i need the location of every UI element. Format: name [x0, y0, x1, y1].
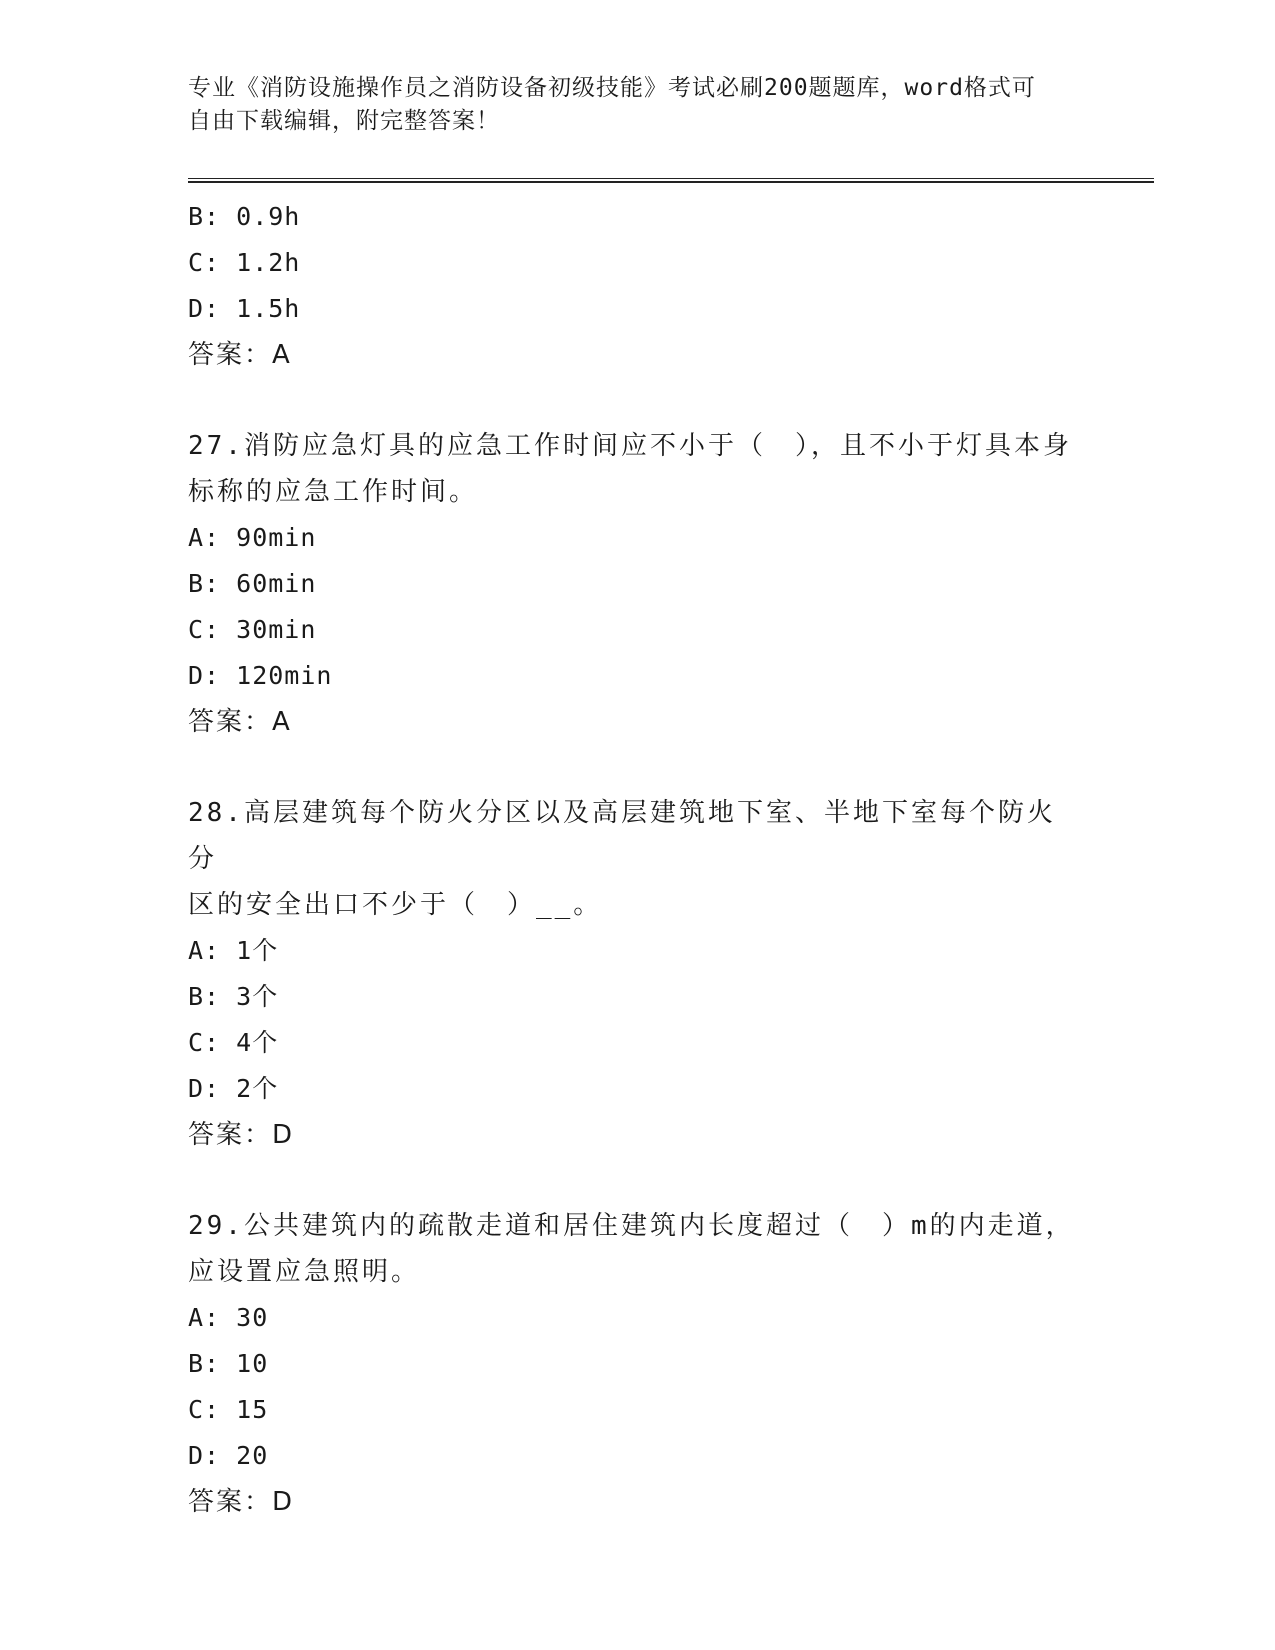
question-text-line-1: 28.高层建筑每个防火分区以及高层建筑地下室、半地下室每个防火分 [188, 798, 1056, 874]
option-a: A: 1个 [188, 936, 279, 965]
option-d: D: 1.5h [188, 294, 301, 323]
option-d: D: 20 [188, 1441, 269, 1470]
header-line-1: 专业《消防设施操作员之消防设备初级技能》考试必刷200题题库，word格式可 [188, 75, 1036, 101]
option-c: C: 1.2h [188, 248, 301, 277]
question-27 [188, 423, 1088, 745]
question-text [188, 423, 1078, 515]
document-header [188, 72, 1068, 138]
question-text-line-2: 标称的应急工作时间。 [188, 477, 479, 507]
question-text [188, 1203, 1078, 1295]
answer: 答案：D [188, 1487, 295, 1517]
question-text-line-2: 区的安全出口不少于（ ）__。 [188, 890, 603, 920]
question-text [188, 790, 1078, 928]
question-text-line-2: 应设置应急照明。 [188, 1257, 421, 1287]
answer: 答案：D [188, 1120, 295, 1150]
answer: 答案：A [188, 340, 292, 370]
header-divider [188, 178, 1154, 183]
option-c: C: 15 [188, 1395, 269, 1424]
question-29 [188, 1203, 1088, 1525]
option-c: C: 4个 [188, 1028, 279, 1057]
question-list [188, 194, 1088, 1525]
option-c: C: 30min [188, 615, 317, 644]
question-text-line-1: 29.公共建筑内的疏散走道和居住建筑内长度超过（ ）m的内走道， [188, 1211, 1075, 1241]
answer: 答案：A [188, 707, 292, 737]
option-b: B: 10 [188, 1349, 269, 1378]
option-d: D: 120min [188, 661, 333, 690]
question-28 [188, 790, 1088, 1158]
option-d: D: 2个 [188, 1074, 279, 1103]
question-text-line-1: 27.消防应急灯具的应急工作时间应不小于（ ），且不小于灯具本身 [188, 431, 1072, 461]
option-b: B: 3个 [188, 982, 279, 1011]
question-26-tail [188, 194, 1088, 378]
header-line-2: 自由下载编辑，附完整答案！ [188, 108, 500, 134]
option-a: A: 90min [188, 523, 317, 552]
option-b: B: 60min [188, 569, 317, 598]
option-b: B: 0.9h [188, 202, 301, 231]
option-a: A: 30 [188, 1303, 269, 1332]
